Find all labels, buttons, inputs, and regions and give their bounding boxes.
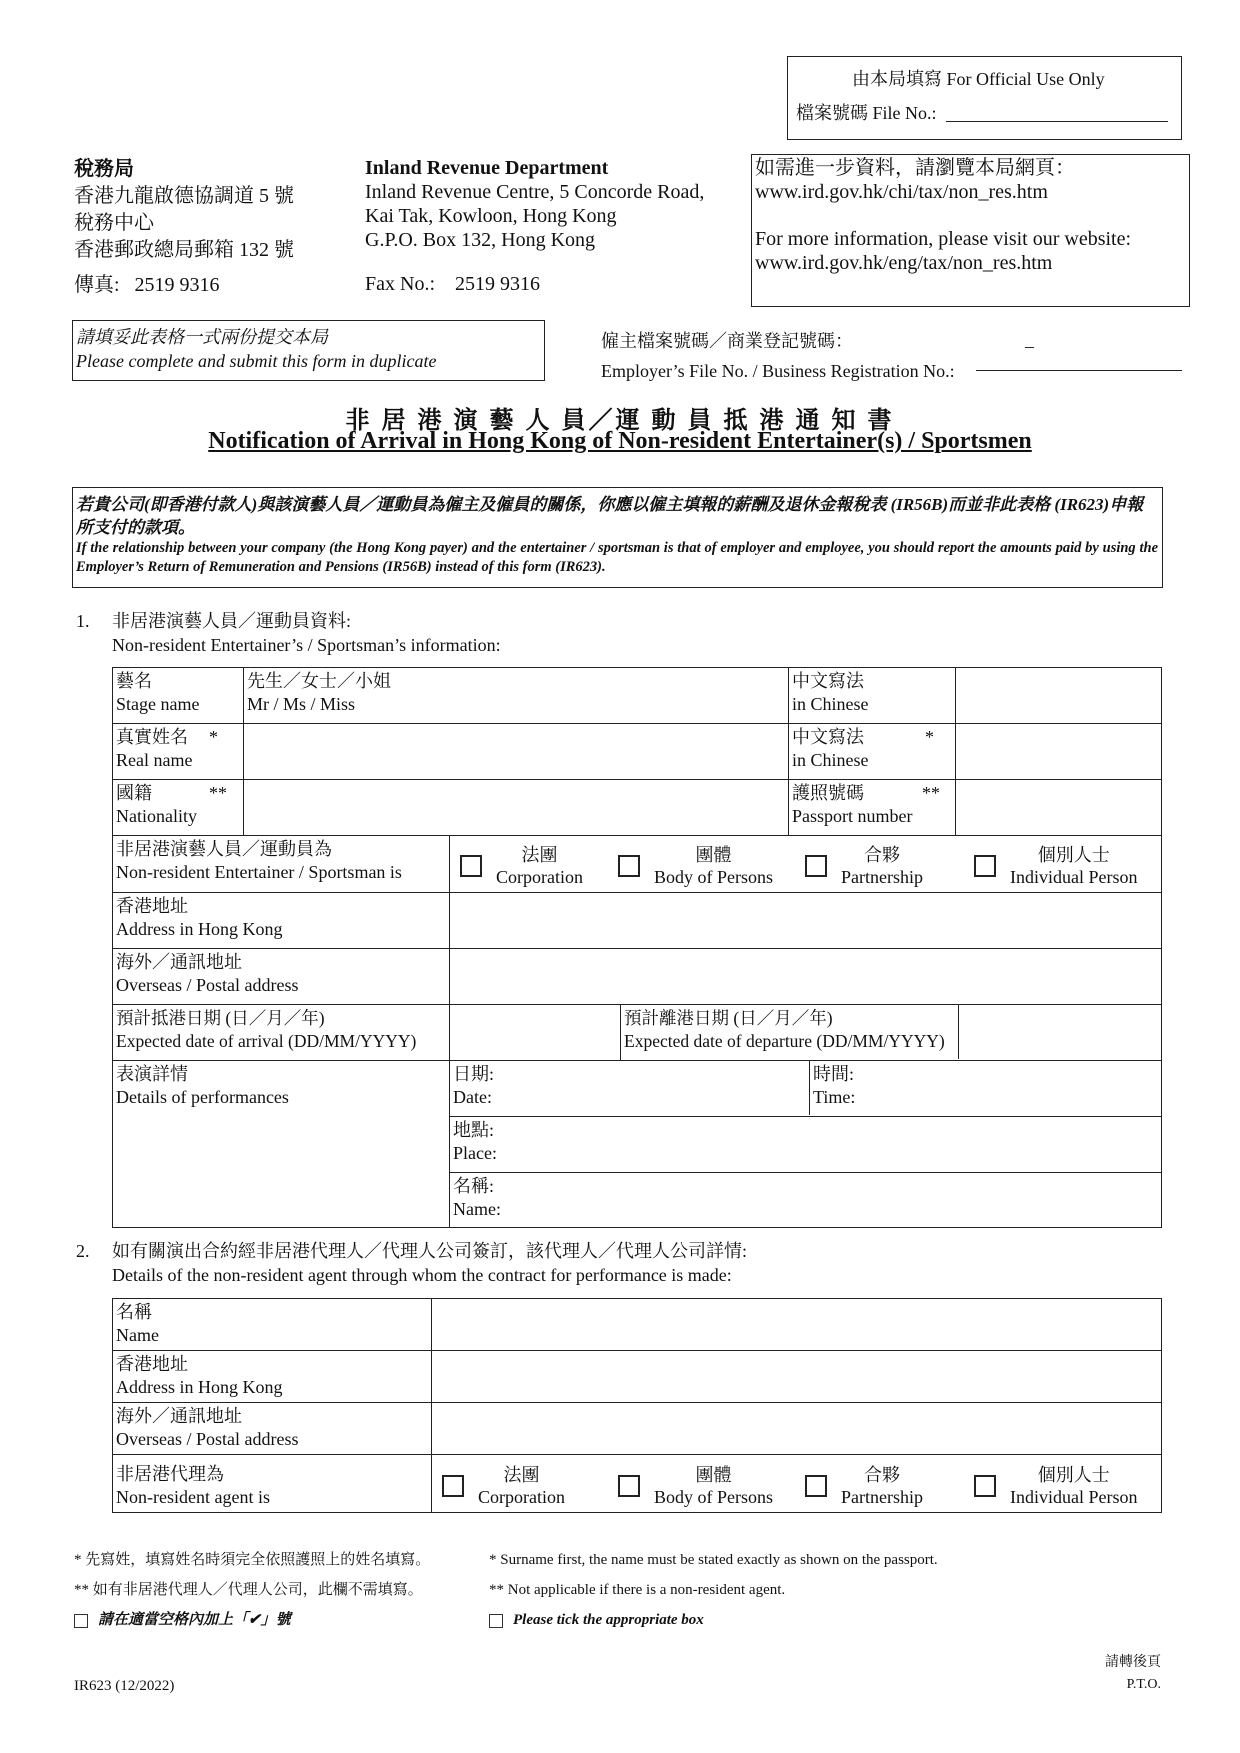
performance-name-field[interactable]: 名稱: Name: <box>450 1173 1162 1228</box>
entertainer-details-table <box>112 835 1162 1228</box>
dept-en-addr3: G.P.O. Box 132, Hong Kong <box>365 229 596 251</box>
real-name-field[interactable] <box>244 724 789 780</box>
nationality-row <box>113 780 1162 836</box>
dept-en-name: Inland Revenue Department <box>365 157 609 179</box>
nationality-field[interactable] <box>244 780 789 836</box>
agent-name-row <box>113 1299 1162 1351</box>
arrival-date-field[interactable] <box>450 1005 621 1061</box>
official-use-heading: 由本局填寫 For Official Use Only <box>852 69 1105 89</box>
agent-hk-address-row <box>113 1351 1162 1403</box>
agent-type-row <box>113 1455 1162 1513</box>
entertainer-individual-label: 個別人士 Individual Person <box>1010 845 1138 887</box>
dept-cn-addr2: 稅務中心 <box>74 212 154 234</box>
entertainer-partnership-checkbox[interactable] <box>805 855 827 877</box>
section2-heading-en: Details of the non-resident agent through whom the contract for performance is made: <box>112 1265 732 1285</box>
department-chinese <box>74 156 294 299</box>
entertainer-body-of-persons-label: 團體 Body of Persons <box>654 845 774 887</box>
stage-name-field[interactable]: 先生／女士／小姐 Mr / Ms / Miss <box>244 668 789 724</box>
arrival-date-label: 預計抵港日期 (日／月／年) Expected date of arrival (DD/MM/YYYY) <box>113 1005 450 1061</box>
employment-notice-box <box>72 487 1163 588</box>
tick-note-cn: 請在適當空格內加上「✔」號 <box>74 1605 430 1635</box>
footnote1-cn: * 先寫姓，填寫姓名時須完全依照護照上的姓名填寫。 <box>74 1552 431 1568</box>
stage-name-chinese-label: 中文寫法 in Chinese <box>789 668 956 724</box>
departure-date-field[interactable] <box>959 1005 1161 1059</box>
section1-heading-cn: 非居港演藝人員／運動員資料: <box>112 611 351 631</box>
footnote1-en: * Surname first, the name must be stated exactly as shown on the passport. <box>489 1552 938 1568</box>
employer-label-en: Employer’s File No. / Business Registration No.: <box>601 361 955 381</box>
section2-number: 2. <box>76 1241 90 1261</box>
agent-corporation-checkbox[interactable] <box>442 1475 464 1497</box>
notice-en: If the relationship between your company (the Hong Kong payer) and the entertainer / sportsman is that of employer and employee, you should report the amounts paid by using the Employer’s Return of Remuneration and Pensions (IR56B) instead of this form (IR623). <box>76 540 1158 575</box>
entertainer-corporation-checkbox[interactable] <box>460 855 482 877</box>
real-name-chinese-label: 中文寫法 in Chinese * <box>789 724 956 780</box>
info-cn-url[interactable]: www.ird.gov.hk/chi/tax/non_res.htm <box>755 181 1048 203</box>
info-cn-text: 如需進一步資料，請瀏覽本局網頁： <box>755 157 1075 179</box>
footnote2-cn: ** 如有非居港代理人／代理人公司，此欄不需填寫。 <box>74 1582 423 1598</box>
entertainer-partnership-label: 合夥 Partnership <box>841 845 923 887</box>
passport-label: 護照號碼 Passport number ** <box>789 780 956 836</box>
employer-file-no <box>601 326 955 386</box>
real-name-row <box>113 724 1162 780</box>
agent-name-field[interactable] <box>432 1299 1162 1351</box>
dept-cn-addr3: 香港郵政總局郵箱 132 號 <box>74 239 294 261</box>
employer-label-cn: 僱主檔案號碼／商業登記號碼： <box>601 331 853 351</box>
agent-hk-address-field[interactable] <box>432 1351 1162 1403</box>
overseas-address-label: 海外／通訊地址 Overseas / Postal address <box>113 949 450 1005</box>
dept-cn-fax: 傳真: 2519 9316 <box>74 274 220 296</box>
agent-overseas-address-field[interactable] <box>432 1403 1162 1455</box>
overseas-address-row <box>113 949 1162 1005</box>
hk-address-row <box>113 893 1162 949</box>
agent-body-of-persons-label: 團體 Body of Persons <box>654 1465 774 1507</box>
performance-details-label: 表演詳情 Details of performances <box>113 1061 450 1228</box>
departure-date-label: 預計離港日期 (日／月／年) Expected date of departure (DD/MM/YYYY) <box>621 1005 959 1059</box>
performance-date-field[interactable]: 日期: Date: <box>450 1061 810 1115</box>
overseas-address-field[interactable] <box>450 949 1162 1005</box>
file-no-label: 檔案號碼 File No.: <box>796 103 937 123</box>
agent-partnership-label: 合夥 Partnership <box>841 1465 923 1507</box>
tick-note-en: Please tick the appropriate box <box>489 1605 938 1635</box>
section2-heading-cn: 如有關演出合約經非居港代理人／代理人公司簽訂，該代理人／代理人公司詳情: <box>112 1241 747 1261</box>
form-number: IR623 (12/2022) <box>74 1678 175 1694</box>
agent-type-options <box>432 1455 1162 1513</box>
agent-corporation-label: 法團 Corporation <box>478 1465 565 1507</box>
performance-place-field[interactable]: 地點: Place: <box>450 1117 1162 1173</box>
info-en-text: For more information, please visit our website: <box>755 228 1132 250</box>
agent-body-of-persons-checkbox[interactable] <box>618 1475 640 1497</box>
performance-time-field[interactable]: 時間: Time: <box>813 1064 856 1107</box>
info-en-url[interactable]: www.ird.gov.hk/eng/tax/non_res.htm <box>755 252 1053 274</box>
dept-cn-addr1: 香港九龍啟德協調道 5 號 <box>74 185 294 207</box>
footnote2-en: ** Not applicable if there is a non-resident agent. <box>489 1582 786 1598</box>
nationality-label: 國籍 Nationality ** <box>113 780 244 836</box>
agent-details-table <box>112 1298 1162 1513</box>
entertainer-type-label: 非居港演藝人員／運動員為 Non-resident Entertainer / Sportsman is <box>113 836 450 893</box>
duplicate-cn: 請填妥此表格一式兩份提交本局 <box>76 327 328 347</box>
dates-row <box>113 1005 1162 1061</box>
pto-cn: 請轉後頁 <box>1105 1655 1161 1670</box>
agent-individual-checkbox[interactable] <box>974 1475 996 1497</box>
official-use-box <box>787 56 1182 140</box>
performance-date-row <box>113 1061 1162 1117</box>
section1-number: 1. <box>76 611 90 631</box>
stage-name-row <box>113 668 1162 724</box>
agent-name-label: 名稱 Name <box>113 1299 432 1351</box>
agent-hk-address-label: 香港地址 Address in Hong Kong <box>113 1351 432 1403</box>
notice-cn: 若貴公司(即香港付款人)與該演藝人員／運動員為僱主及僱員的關係，你應以僱主填報的薪酬及退休金報稅表 (IR56B)而並非此表格 (IR623)申報所支付的款項。 <box>76 495 1144 537</box>
stage-name-label: 藝名 Stage name <box>113 668 244 724</box>
real-name-chinese-field[interactable] <box>956 724 1162 780</box>
agent-partnership-checkbox[interactable] <box>805 1475 827 1497</box>
pto-en: P.T.O. <box>1126 1677 1161 1692</box>
dept-en-fax: Fax No.: 2519 9316 <box>365 273 540 295</box>
entertainer-body-of-persons-checkbox[interactable] <box>618 855 640 877</box>
tick-box-icon <box>489 1614 503 1628</box>
passport-field[interactable] <box>956 780 1162 836</box>
form-title-cn: 非 居 港 演 藝 人 員／運 動 員 抵 港 通 知 書 <box>345 408 895 434</box>
dept-cn-name: 稅務局 <box>74 158 134 180</box>
entertainer-individual-checkbox[interactable] <box>974 855 996 877</box>
website-info-box <box>751 154 1190 307</box>
employer-file-field[interactable] <box>976 356 1182 371</box>
performance-date-time-cell <box>450 1061 1162 1117</box>
entertainer-corporation-label: 法團 Corporation <box>496 845 583 887</box>
section1-heading-en: Non-resident Entertainer’s / Sportsman’s information: <box>112 635 501 655</box>
form-title-en: Notification of Arrival in Hong Kong of Non-resident Entertainer(s) / Sportsmen <box>208 428 1032 454</box>
duplicate-note-box <box>72 320 545 381</box>
agent-overseas-address-label: 海外／通訊地址 Overseas / Postal address <box>113 1403 432 1455</box>
entertainer-type-row <box>113 836 1162 893</box>
dept-en-addr1: Inland Revenue Centre, 5 Concorde Road, <box>365 181 705 203</box>
tick-box-icon <box>74 1614 88 1628</box>
file-no-field[interactable] <box>946 121 1168 122</box>
entertainer-identity-table <box>112 667 1162 836</box>
departure-date-cell <box>621 1005 1162 1061</box>
agent-overseas-address-row <box>113 1403 1162 1455</box>
employer-dash: – <box>1025 336 1034 356</box>
agent-individual-label: 個別人士 Individual Person <box>1010 1465 1138 1507</box>
real-name-label: 真實姓名 Real name * <box>113 724 244 780</box>
hk-address-field[interactable] <box>450 893 1162 949</box>
department-english <box>365 156 704 296</box>
hk-address-label: 香港地址 Address in Hong Kong <box>113 893 450 949</box>
duplicate-en: Please complete and submit this form in duplicate <box>76 351 437 371</box>
agent-type-label: 非居港代理為 Non-resident agent is <box>113 1455 432 1513</box>
dept-en-addr2: Kai Tak, Kowloon, Hong Kong <box>365 205 617 227</box>
stage-name-chinese-field[interactable] <box>956 668 1162 724</box>
entertainer-type-options <box>450 836 1162 893</box>
